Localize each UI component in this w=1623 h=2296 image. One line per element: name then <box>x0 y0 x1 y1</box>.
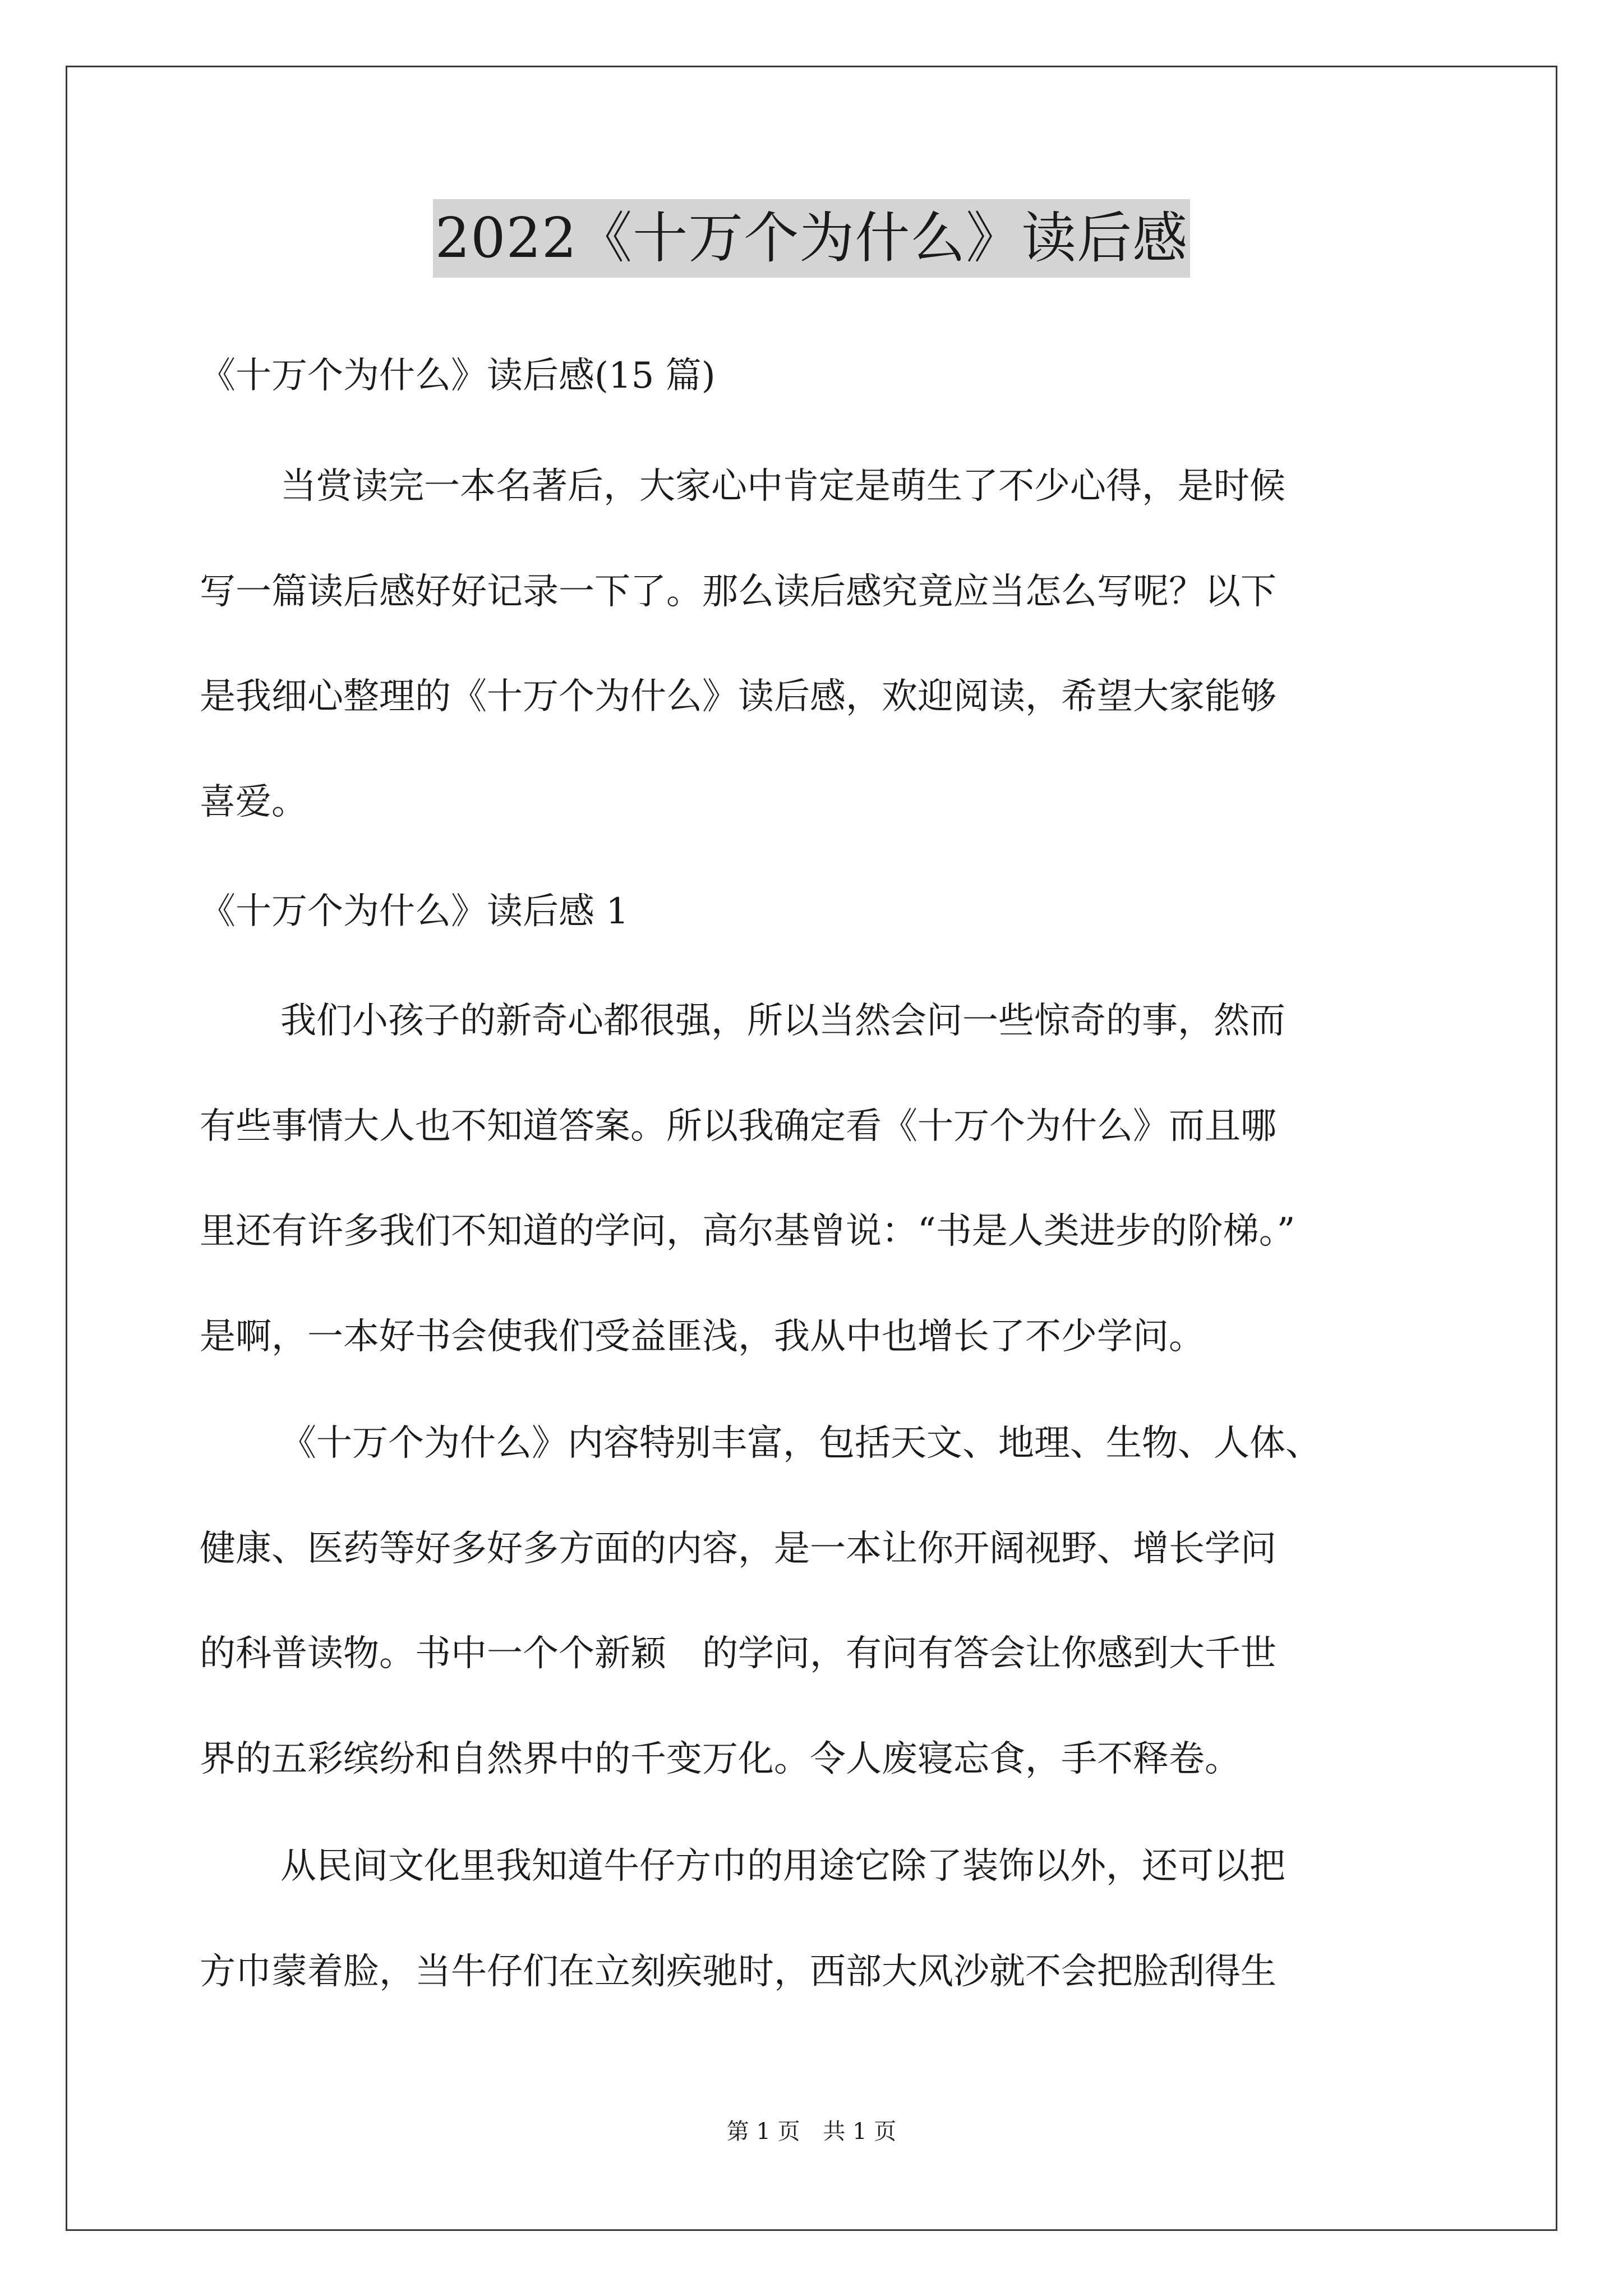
para1-line-2: 有些事情大人也不知道答案。所以我确定看《十万个为什么》而且哪 <box>200 1106 1276 1147</box>
document-title: 2022《十万个为什么》读后感 <box>433 199 1190 278</box>
para3-line-2: 方巾蒙着脸，当牛仔们在立刻疾驰时，西部大风沙就不会把脸刮得生 <box>200 1951 1276 1993</box>
intro-line-2: 写一篇读后感好好记录一下了。那么读后感究竟应当怎么写呢？以下 <box>200 571 1276 613</box>
para2-line-2: 健康、医药等好多好多方面的内容，是一本让你开阔视野、增长学问 <box>200 1528 1276 1570</box>
para2-line-1: 《十万个为什么》内容特别丰富，包括天文、地理、生物、人体、 <box>280 1423 1321 1464</box>
intro-line-1: 当赏读完一本名著后，大家心中肯定是萌生了不少心得，是时候 <box>280 466 1285 507</box>
para3-line-1: 从民间文化里我知道牛仔方巾的用途它除了装饰以外，还可以把 <box>280 1846 1285 1887</box>
subtitle: 《十万个为什么》读后感(15 篇) <box>200 355 716 397</box>
section-heading: 《十万个为什么》读后感 1 <box>200 891 629 932</box>
intro-line-4: 喜爱。 <box>200 781 307 823</box>
title-container <box>0 199 1623 278</box>
page-total: 共 1 页 <box>823 2119 897 2145</box>
para1-line-4: 是啊，一本好书会使我们受益匪浅，我从中也增长了不少学问。 <box>200 1316 1205 1358</box>
para2-line-4: 界的五彩缤纷和自然界中的千变万化。令人废寝忘食，手不释卷。 <box>200 1738 1241 1780</box>
page-number: 第 1 页 <box>726 2119 800 2145</box>
para2-line-3: 的科普读物。书中一个个新颖 的学问，有问有答会让你感到大千世 <box>200 1633 1276 1674</box>
para1-line-1: 我们小孩子的新奇心都很强，所以当然会问一些惊奇的事，然而 <box>280 1000 1285 1042</box>
intro-line-3: 是我细心整理的《十万个为什么》读后感，欢迎阅读，希望大家能够 <box>200 676 1276 717</box>
page-footer <box>0 2115 1623 2148</box>
para1-line-3: 里还有许多我们不知道的学问，高尔基曾说：“书是人类进步的阶梯。” <box>200 1211 1295 1252</box>
